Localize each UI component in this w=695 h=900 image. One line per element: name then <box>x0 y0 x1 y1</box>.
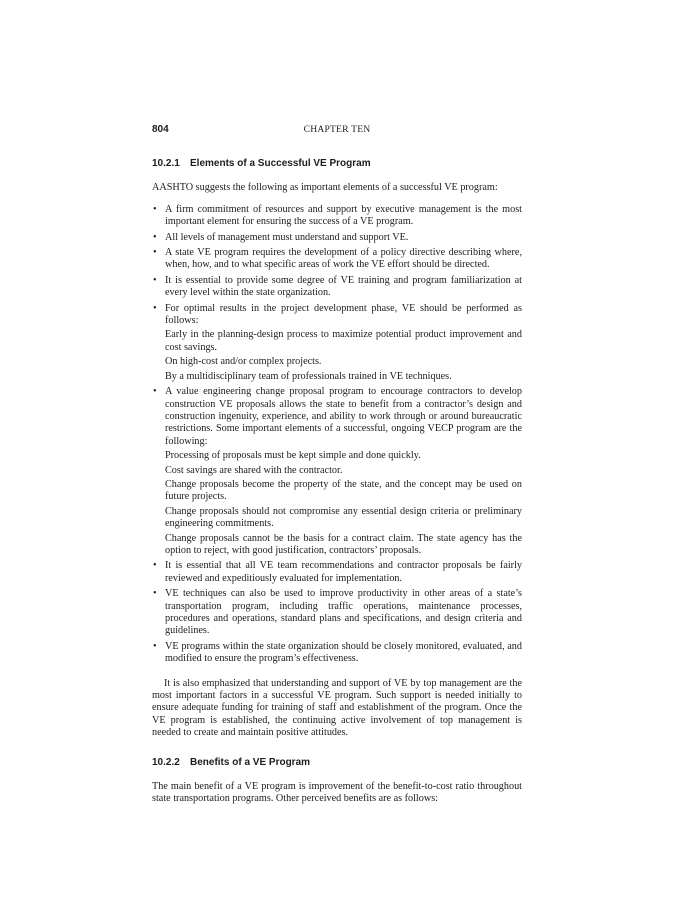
section-number: 10.2.1 <box>152 158 180 169</box>
bullet-marker: • <box>153 231 157 243</box>
sub-item: On high-cost and/or complex projects. <box>165 356 322 368</box>
bullet-marker: • <box>153 203 157 215</box>
bullet-marker: • <box>153 588 157 600</box>
sub-item: Early in the planning-design process to maximize potential product improvement and cost savings. <box>165 329 522 353</box>
bullet-item <box>152 588 522 638</box>
bullet-marker: • <box>153 302 157 314</box>
management-paragraph: It is also emphasized that understanding and support of VE by top management are the most important factors in a successful VE program. Such support is needed initially to ensure adequate funding for training of staff and establishment of the program. Once the VE program is established, the continuing active involvement of top management is needed to create and maintain positive attitudes. <box>152 677 522 739</box>
bullet-text: VE programs within the state organization should be closely monitored, evaluated, and modified to ensure the program’s effectiveness. <box>165 640 522 665</box>
bullet-item <box>152 204 522 229</box>
bullet-text: A firm commitment of resources and support by executive management is the most important element for ensuring the success of a VE program. <box>165 203 522 228</box>
page-number: 804 <box>152 124 169 135</box>
section-title: Elements of a Successful VE Program <box>190 158 371 169</box>
sub-item: Cost savings are shared with the contractor. <box>165 464 343 476</box>
bullet-text: For optimal results in the project development phase, VE should be performed as follows: <box>165 302 522 327</box>
sub-item: Change proposals cannot be the basis for a contract claim. The state agency has the option to reject, with good justification, contractors’ proposals. <box>165 532 522 556</box>
bullet-text: All levels of management must understand and support VE. <box>165 231 409 243</box>
bullet-text: It is essential that all VE team recommendations and contractor proposals be fairly reviewed and expeditiously evaluated for implementation. <box>165 560 522 584</box>
bullet-marker: • <box>153 640 157 652</box>
bullet-text: It is essential to provide some degree of VE training and program familiarization at every level within the state organization. <box>165 274 522 299</box>
bullet-item <box>152 275 522 300</box>
document-page <box>152 124 522 806</box>
section-number: 10.2.2 <box>152 756 180 768</box>
bullet-item <box>152 303 522 383</box>
bullet-item <box>152 560 522 585</box>
bullet-item <box>152 386 522 557</box>
bullet-item <box>152 641 522 666</box>
section-heading-10-2-1 <box>152 158 522 170</box>
bullet-text: A value engineering change proposal program to encourage contractors to develop construction VE proposals allows the state to benefit from a contractor’s design and construction ingenuity, experience, and ability to work through or around bureaucratic restrictions. Some important elements of a successful, ongoing VECP program are the following: <box>165 386 522 447</box>
section-heading-10-2-2 <box>152 757 522 769</box>
sub-item: Processing of proposals must be kept simple and done quickly. <box>165 450 421 462</box>
sub-item: By a multidisciplinary team of professionals trained in VE techniques. <box>165 370 452 382</box>
bullet-marker: • <box>153 560 157 572</box>
benefits-paragraph: The main benefit of a VE program is improvement of the benefit-to-cost ratio throughout state transportation programs. Other perceived benefits are as follows: <box>152 781 522 805</box>
running-head <box>152 124 522 138</box>
bullet-marker: • <box>153 386 157 398</box>
section-title: Benefits of a VE Program <box>190 756 311 768</box>
bullet-item <box>152 247 522 272</box>
bullet-marker: • <box>153 274 157 286</box>
bullet-item <box>152 232 522 244</box>
section-intro: AASHTO suggests the following as important elements of a successful VE program: <box>152 182 498 194</box>
bullet-marker: • <box>153 247 157 259</box>
elements-bullet-list <box>152 204 522 666</box>
sub-item: Change proposals should not compromise any essential design criteria or preliminary engineering commitments. <box>165 505 522 530</box>
sub-item: Change proposals become the property of the state, and the concept may be used on future projects. <box>165 478 522 503</box>
bullet-text: A state VE program requires the development of a policy directive describing where, when, how, and to what specific areas of work the VE effort should be directed. <box>165 247 522 271</box>
chapter-title: CHAPTER TEN <box>303 124 371 135</box>
bullet-text: VE techniques can also be used to improve productivity in other areas of a state’s transportation program, including traffic operations, maintenance processes, procedures and operations, standard plans and specifications, and design criteria and guidelines. <box>165 588 522 637</box>
